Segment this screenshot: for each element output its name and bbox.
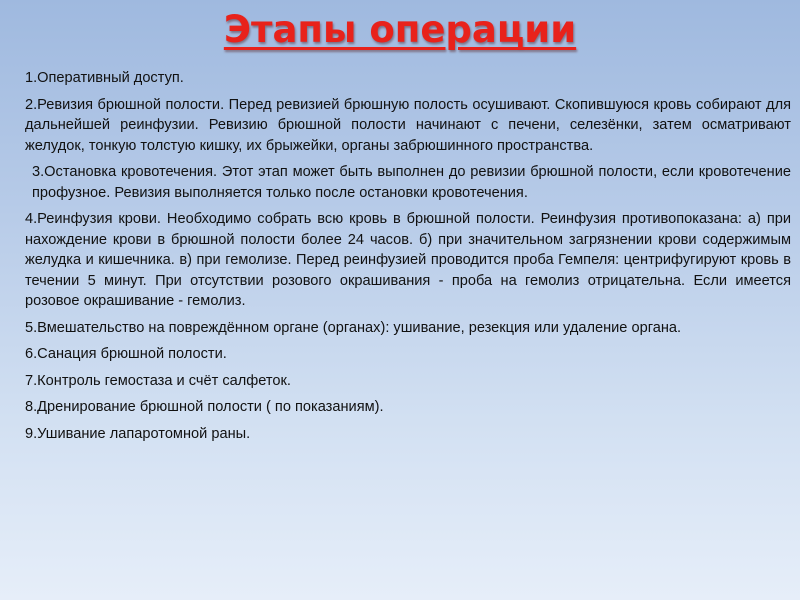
list-item-abdominal-revision: 2.Ревизия брюшной полости. Перед ревизией брюшную полость осушивают. Скопившуюся кровь собирают для дальнейшей реинфузии. Ревизию брюшной полости начинают с печени, селезёнки, затем осматривают желудок, тонкую толстую кишку, их брыжейки, органы забрюшинного пространства. [25,96,791,154]
slide-content [25,68,791,450]
list-item-sanitation: 6.Санация брюшной полости. [25,346,227,362]
slide-title: Этапы операции [223,8,577,51]
list-item-drainage: 8.Дренирование брюшной полости ( по показаниям). [25,399,384,415]
list-item-bleeding-control: 3.Остановка кровотечения. Этот этап может быть выполнен до ревизии брюшной полости, если кровотечение профузное. Ревизия выполняется только после остановки кровотечения. [32,164,791,201]
list-item-operative-access: 1.Оперативный доступ. [25,70,184,86]
list-item-hemostasis-control: 7.Контроль гемостаза и счёт салфеток. [25,372,291,389]
list-item-blood-reinfusion: 4.Реинфузия крови. Необходимо собрать всю кровь в брюшной полости. Реинфузия противопоказана: а) при нахождение крови в брюшной полости более 24 часов. б) при значительном загрязнении крови содержимым желудка и кишечника. в) при гемолизе. Перед реинфузией проводится проба Гемпеля: центрифугируют кровь в течении 5 минут. При отсутствии розового окрашивания - проба на гемолиз отрицательна. Если имеется розовое окрашивание - гемолиз. [25,211,791,309]
list-item-organ-intervention: 5.Вмешательство на повреждённом органе (органах): ушивание, резекция или удаление органа. [25,319,682,336]
list-item-wound-closure: 9.Ушивание лапаротомной раны. [25,425,251,442]
